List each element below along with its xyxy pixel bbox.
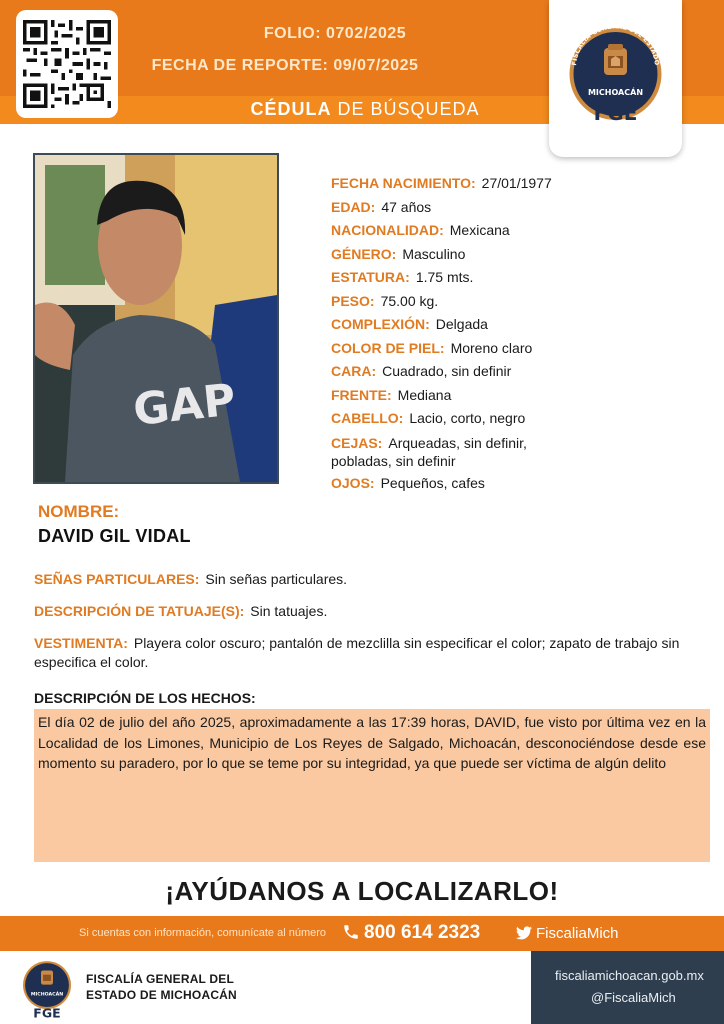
detail-value: 47 años — [381, 198, 432, 215]
detail-label: PESO: — [331, 292, 375, 309]
detail-value: Pequeños, cafes — [380, 474, 485, 491]
detail-birthdate — [331, 172, 711, 196]
person-name: DAVID GIL VIDAL — [38, 526, 191, 546]
person-photo-image — [35, 155, 277, 482]
document-title-bold: CÉDULA — [250, 99, 332, 119]
contact-twitter[interactable] — [516, 925, 619, 942]
fge-seal-small-icon — [19, 959, 75, 1019]
contact-phone[interactable] — [342, 922, 480, 944]
tattoo-description — [34, 602, 706, 621]
detail-skin-color — [331, 337, 711, 361]
person-details — [331, 172, 711, 495]
detail-value: Delgada — [435, 316, 488, 332]
detail-hair — [331, 407, 711, 431]
contact-info-text: Si cuentas con información, comunícate al número — [79, 927, 327, 939]
detail-value: 27/01/1977 — [481, 175, 552, 191]
folio: FOLIO: 0702/2025 — [263, 25, 407, 42]
detail-value: Lacio, corto, negro — [409, 410, 526, 426]
detail-label: COMPLEXIÓN: — [331, 316, 430, 332]
detail-value-cont: pobladas, sin definir — [331, 452, 456, 469]
detail-label: COLOR DE PIEL: — [331, 339, 445, 356]
institution-line-2: ESTADO DE MICHOACÁN — [86, 988, 237, 1002]
detail-label: FRENTE: — [331, 386, 392, 403]
distinguishing-marks — [34, 570, 706, 589]
small-seal-ring-bottom: MICHOACÁN — [30, 992, 64, 998]
clothing — [34, 634, 706, 672]
detail-value: Arqueadas, sin definir, — [388, 434, 527, 451]
detail-value: 1.75 mts. — [415, 269, 474, 285]
institution-line-1: FISCALÍA GENERAL DEL — [86, 972, 235, 986]
contact-bar — [0, 916, 724, 951]
footer-links — [531, 951, 724, 1024]
detail-value: Cuadrado, sin definir — [382, 363, 512, 379]
name-label: NOMBRE: — [38, 502, 120, 521]
institution-name — [86, 971, 237, 1003]
fge-logo-card — [549, 0, 682, 157]
report-date: FECHA DE REPORTE: 09/07/2025 — [151, 57, 419, 74]
phone-icon — [342, 923, 360, 941]
detail-label: NACIONALIDAD: — [331, 222, 444, 238]
call-to-action: ¡AYÚDANOS A LOCALIZARLO! — [165, 876, 559, 906]
detail-label: CARA: — [331, 363, 377, 379]
tattoo-value: Sin tatuajes. — [250, 603, 328, 619]
website-link[interactable]: fiscaliamichoacan.gob.mx — [555, 968, 704, 983]
facts-description: El día 02 de julio del año 2025, aproximadamente a las 17:39 horas, DAVID, fue visto por última vez en la Localidad de los Limones, Municipio de Los Reyes de Salgado, Michoacán, desconociéndose desde ese momento su paradero, por lo que se teme por su integridad, ya que puede ser víctima de algún delito — [34, 709, 710, 862]
detail-label: ESTATURA: — [331, 269, 410, 285]
detail-label: OJOS: — [331, 474, 375, 491]
detail-value: Mediana — [397, 386, 452, 403]
detail-eyebrows — [331, 431, 711, 472]
marks-value: Sin señas particulares. — [205, 571, 348, 587]
detail-label: EDAD: — [331, 198, 376, 215]
twitter-handle: FiscaliaMich — [536, 925, 619, 942]
detail-value: Mexicana — [449, 222, 510, 238]
facts-label: DESCRIPCIÓN DE LOS HECHOS: — [34, 690, 256, 706]
detail-label: CABELLO: — [331, 410, 404, 426]
detail-value: Moreno claro — [450, 339, 533, 356]
svg-text:GAP: GAP — [130, 374, 239, 436]
document-title — [220, 99, 510, 120]
footer-institution — [0, 951, 531, 1024]
seal-abbr: FGE — [593, 101, 638, 125]
clothing-value: Playera color oscuro; pantalón de mezclilla sin especificar el color; zapato de trabajo sin especifica el color. — [34, 635, 680, 670]
qr-code-icon — [23, 17, 111, 111]
social-handle-link[interactable]: @FiscaliaMich — [591, 990, 676, 1005]
detail-label: FECHA NACIMIENTO: — [331, 175, 476, 191]
document-title-rest: DE BÚSQUEDA — [337, 99, 480, 119]
twitter-icon — [516, 926, 532, 940]
detail-build — [331, 313, 711, 337]
detail-gender — [331, 243, 711, 267]
clothing-label: VESTIMENTA: — [34, 635, 128, 651]
phone-number: 800 614 2323 — [364, 922, 481, 943]
detail-height — [331, 266, 711, 290]
fge-seal-icon — [564, 22, 667, 137]
detail-value: Masculino — [402, 245, 466, 262]
detail-forehead — [331, 384, 711, 408]
person-photo — [33, 153, 279, 484]
seal-ring-bottom: MICHOACÁN — [587, 88, 644, 97]
tattoo-label: DESCRIPCIÓN DE TATUAJE(S): — [34, 603, 245, 619]
detail-nationality — [331, 219, 711, 243]
detail-weight — [331, 290, 711, 314]
detail-value: 75.00 kg. — [380, 292, 439, 309]
qr-code[interactable] — [16, 10, 118, 118]
small-seal-abbr: FGE — [33, 1005, 61, 1019]
seal-ring-top: FISCALÍA GENERAL DEL ESTADO — [571, 23, 660, 66]
detail-label: GÉNERO: — [331, 245, 397, 262]
detail-eyes — [331, 472, 711, 496]
marks-label: SEÑAS PARTICULARES: — [34, 571, 200, 587]
detail-face — [331, 360, 711, 384]
detail-label: CEJAS: — [331, 434, 383, 451]
detail-age — [331, 196, 711, 220]
